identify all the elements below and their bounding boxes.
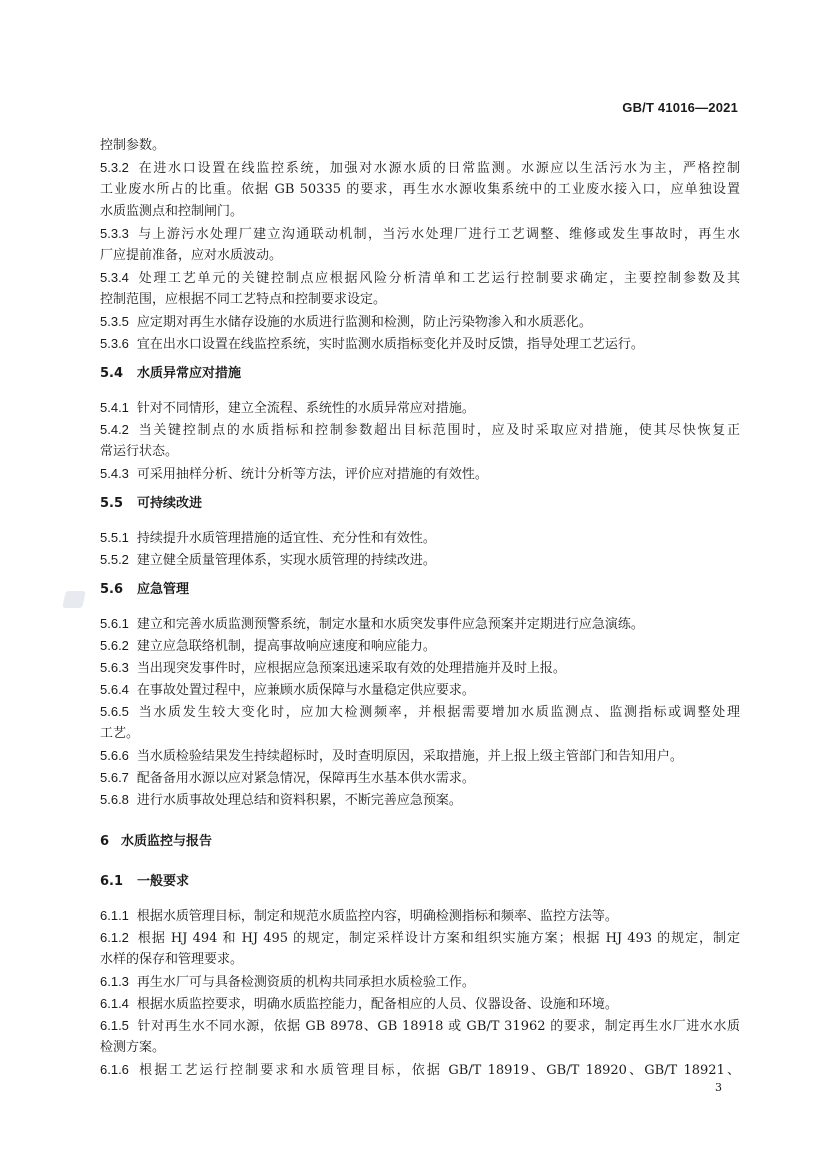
clause-number: 6.1 [100,874,124,889]
subsection-heading [100,365,740,383]
clause-text: 配备备用水源以应对紧急情况，保障再生水基本供水需求。 [136,771,475,786]
subsection-heading [100,581,740,599]
clause-text: 可采用抽样分析、统计分析等方法，评价应对措施的有效性。 [136,467,488,482]
clause-text: 水质监控与报告 [121,834,213,849]
clause-text: 建立应急联络机制，提高事故响应速度和响应能力。 [136,639,436,654]
clause-number: 5.6.7 [100,770,129,785]
text-line [100,907,740,926]
clause-number: 5.6.6 [100,748,129,763]
clause-text: 控制范围，应根据不同工艺特点和控制要求设定。 [100,292,387,307]
text-line [100,791,740,810]
clause-number: 5.6.3 [100,660,129,675]
clause-text: 在进水口设置在线监控系统，加强对水源水质的日常监测。水源应以生活污水为主，严格控制 [136,161,740,176]
text-line [100,247,740,265]
document-header: GB/T 41016—2021 [622,100,738,115]
clause-text: 持续提升水质管理措施的适宜性、充分性和有效性。 [136,531,436,546]
clause-text: 控制参数。 [100,138,166,153]
clause-text: 当关键控制点的水质指标和控制参数超出目标范围时，应及时采取应对措施，使其尽快恢复正 [136,423,740,438]
watermark-logo-icon [62,591,86,608]
clause-number: 6.1.2 [100,930,129,945]
text-line [100,291,740,309]
text-line [100,637,740,656]
clause-number: 5.6.4 [100,682,129,697]
clause-number: 5.3.3 [100,226,129,241]
clause-number: 5.6 [100,582,124,597]
text-line [100,269,740,288]
text-line [100,703,740,722]
text-line [100,1017,740,1036]
clause-text: 根据水质管理目标，制定和规范水质监控内容，明确检测指标和频率、监控方法等。 [136,909,618,924]
clause-text: 厂应提前准备，应对水质波动。 [100,248,283,263]
clause-number: 5.6.8 [100,792,129,807]
clause-text: 检测方案。 [100,1040,166,1055]
clause-text: 水质监测点和控制闸门。 [100,204,244,219]
clause-text: 可持续改进 [137,496,203,511]
text-line [100,973,740,992]
clause-number: 5.4 [100,366,124,381]
text-line [100,951,740,969]
clause-text: 根据水质监控要求，明确水质监控能力，配备相应的人员、仪器设备、设施和环境。 [136,997,618,1012]
clause-text: 水质异常应对措施 [137,366,242,381]
clause-text: 宜在出水口设置在线监控系统，实时监测水质指标变化并及时反馈，指导处理工艺运行。 [136,337,644,352]
text-line [100,1039,740,1057]
text-line [100,399,740,418]
text-line [100,313,740,332]
clause-text: 当水质发生较大变化时，应加大检测频率，并根据需要增加水质监测点、监测指标或调整处理 [136,705,740,720]
clause-number: 6 [100,834,110,849]
text-line [100,681,740,700]
subsection-heading [100,495,740,513]
clause-text: 建立和完善水质监测预警系统，制定水量和水质突发事件应急预案并定期进行应急演练。 [136,617,644,632]
text-line [100,747,740,766]
clause-number: 5.3.6 [100,336,129,351]
clause-number: 6.1.4 [100,996,129,1011]
clause-text: 根据 HJ 494 和 HJ 495 的规定，制定采样设计方案和组织实施方案；根据 HJ 493 的规定，制定 [136,931,740,946]
clause-number: 6.1.3 [100,974,129,989]
subsection-heading [100,873,740,891]
text-line [100,203,740,221]
clause-number: 5.5.2 [100,552,129,567]
text-line [100,443,740,461]
text-line [100,529,740,548]
text-line [100,615,740,634]
text-line [100,725,740,743]
text-line [100,995,740,1014]
text-line [100,159,740,178]
text-line [100,929,740,948]
clause-text: 进行水质事故处理总结和资料积累，不断完善应急预案。 [136,793,462,808]
clause-text: 当出现突发事件时，应根据应急预案迅速采取有效的处理措施并及时上报。 [136,661,566,676]
text-line [100,659,740,678]
clause-number: 5.6.2 [100,638,129,653]
text-line [100,1061,740,1080]
clause-text: 在事故处置过程中，应兼顾水质保障与水量稳定供应要求。 [136,683,475,698]
clause-text: 当水质检验结果发生持续超标时，及时查明原因，采取措施，并上报上级主管部门和告知用户。 [136,749,683,764]
text-line [100,551,740,570]
clause-text: 针对再生水不同水源，依据 GB 8978、GB 18918 或 GB/T 31962 的要求，制定再生水厂进水水质 [136,1019,740,1034]
clause-number: 5.5.1 [100,530,129,545]
text-line [100,335,740,354]
clause-number: 5.4.3 [100,466,129,481]
clause-text: 根据工艺运行控制要求和水质管理目标，依据 GB/T 18919、GB/T 18920、GB/T 18921、 [136,1063,740,1078]
clause-number: 6.1.6 [100,1062,129,1077]
clause-number: 5.3.2 [100,160,129,175]
clause-number: 5.3.5 [100,314,129,329]
clause-text: 建立健全质量管理体系，实现水质管理的持续改进。 [136,553,436,568]
clause-text: 再生水厂可与具备检测资质的机构共同承担水质检验工作。 [136,975,475,990]
page-number: 3 [715,1081,722,1094]
clause-text: 一般要求 [137,874,190,889]
clause-text: 与上游污水处理厂建立沟通联动机制，当污水处理厂进行工艺调整、维修或发生事故时，再生水 [136,227,740,242]
clause-number: 5.6.1 [100,616,129,631]
clause-text: 工业废水所占的比重。依据 GB 50335 的要求，再生水水源收集系统中的工业废水接入口，应单独设置 [100,182,740,197]
clause-text: 应定期对再生水储存设施的水质进行监测和检测，防止污染物渗入和水质恶化。 [136,315,592,330]
clause-number: 5.6.5 [100,704,129,719]
clause-number: 6.1.5 [100,1018,129,1033]
clause-number: 5.3.4 [100,270,129,285]
clause-number: 6.1.1 [100,908,129,923]
clause-text: 水样的保存和管理要求。 [100,952,244,967]
text-line [100,465,740,484]
clause-text: 应急管理 [137,582,190,597]
text-line [100,769,740,788]
clause-text: 工艺。 [100,726,140,741]
text-line [100,421,740,440]
clause-number: 5.4.2 [100,422,129,437]
clause-text: 针对不同情形，建立全流程、系统性的水质异常应对措施。 [136,401,475,416]
clause-number: 5.5 [100,496,124,511]
clause-number: 5.4.1 [100,400,129,415]
clause-text: 常运行状态。 [100,444,179,459]
text-line [100,225,740,244]
section-heading [100,833,740,851]
text-line [100,181,740,199]
clause-text: 处理工艺单元的关键控制点应根据风险分析清单和工艺运行控制要求确定，主要控制参数及其 [136,271,740,286]
text-line [100,137,740,155]
